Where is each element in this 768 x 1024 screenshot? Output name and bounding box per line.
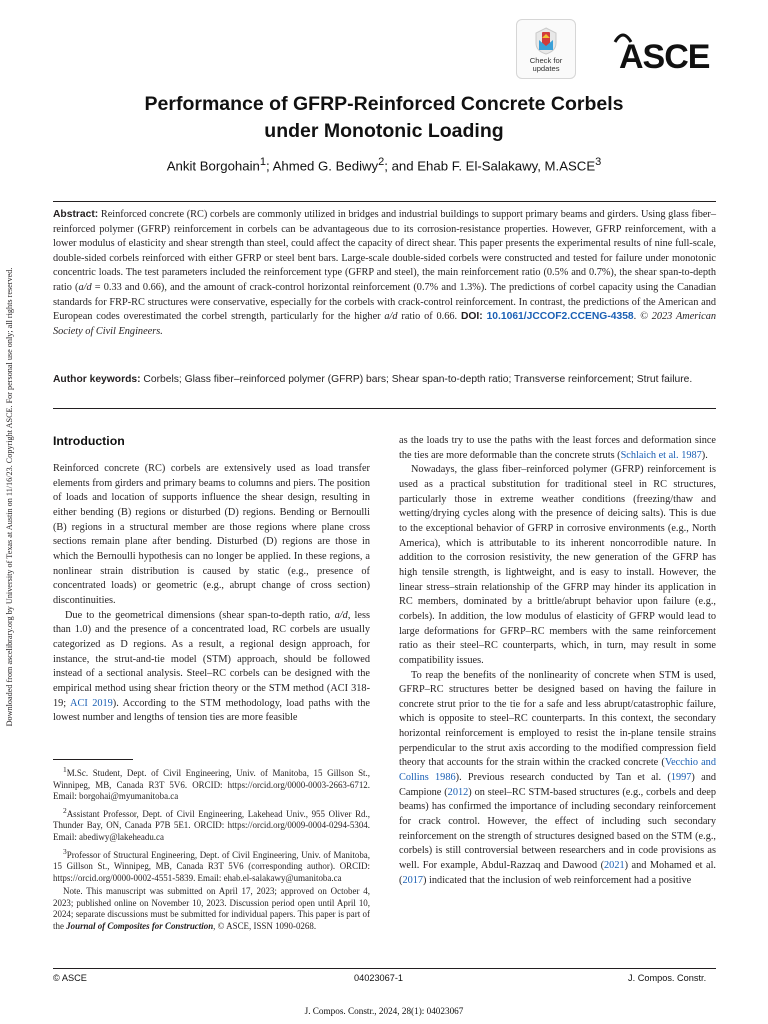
check-for-updates-badge[interactable] <box>516 19 576 79</box>
citation-mohamed-2017[interactable]: 2017 <box>402 874 424 886</box>
asce-logo <box>613 40 719 80</box>
footnotes <box>53 764 370 935</box>
citation-campione-2012[interactable]: 2012 <box>447 786 469 798</box>
right-p3-a: To reap the benefits of the nonlinearity of concrete when STM is used, GFRP–RC structures better be designed based on having the failure in concrete strut prior to the tie for a safe and less abrupt/catastrophic failure, which is opposite to steel–RC counterparts. In this context, the secondary horizontal reinforcement is employed to resist the in-plane tensile strains perpendicular to the strut axis according to the modified compression field theory that accounts for the strain within the cracked concrete ( <box>399 669 716 769</box>
author-1-affiliation: 1 <box>259 156 266 168</box>
footnote-2-text: Assistant Professor, Dept. of Civil Engineering, Lakehead Univ., 955 Oliver Rd., Thunder Bay, ON, Canada P7B 5E1. ORCID: https://orcid.org/0009-0004-0294-5304. Email: abediwy@lakeheadu.ca <box>53 808 370 842</box>
right-p3-f: ) indicated that the inclusion of web reinforcement had a positive <box>423 874 692 886</box>
abstract-copyright: © 2023 American Society of Civil Engineers. <box>53 311 717 337</box>
right-p3-e: ) and Mohamed et al. ( <box>399 860 717 886</box>
note-journal: Journal of Composites for Construction <box>66 921 214 932</box>
title-line-1: Performance of GFRP-Reinforced Concrete Corbels <box>144 93 624 115</box>
abstract-end: ratio of 0.66. <box>397 311 461 323</box>
note-text-a: Note. This manuscript was submitted on April 17, 2023; approved on October 4, 2023; published online on November 10, 2023. Discussion period open until April 10, 2024; separate discussions must be submitted for individual papers. This paper is part of the <box>53 886 370 932</box>
citation-schlaich-1987[interactable]: Schlaich et al. 1987 <box>620 449 702 461</box>
citation-aci-2019[interactable]: ACI 2019 <box>70 697 113 709</box>
keywords-text: Corbels; Glass fiber–reinforced polymer (GFRP) bars; Shear span-to-depth ratio; Transverse reinforcement; Strut failure. <box>140 374 693 385</box>
author-list <box>60 156 708 173</box>
footnote-3-mark: 3 <box>63 846 67 856</box>
footnote-1-text: M.Sc. Student, Dept. of Civil Engineering, Univ. of Manitoba, 15 Gillson St., Winnipeg, MB, Canada R3T 5V6. ORCID: https://orcid.org/0000-0003-2663-6712. Email: borgohai@myumanitoba.ca <box>53 767 370 802</box>
doi-link[interactable]: 10.1061/JCCOF2.CCENG-4358 <box>486 311 634 323</box>
abstract-mid: = 0.33 and 0.66), and the amount of crack-control horizontal reinforcement (0.7% and 1.3%). The predictions of corbel capacity using the Canadian standards for FRP-RC structures were conservative, especially for the corbels with crack-control reinforcement. In contrast, the predictions of the American and European codes overestimated the corbel strength, particularly for the higher <box>53 281 716 323</box>
abstract-ad-1: a/d <box>78 281 92 293</box>
right-p3-c: ) and Campione ( <box>399 772 716 798</box>
keywords-label: Author keywords: <box>53 374 141 385</box>
footnote-3 <box>53 846 370 885</box>
footnote-rule <box>53 759 133 760</box>
author-3: ; and Ehab F. El-Salakawy, M.ASCE <box>384 158 596 174</box>
right-p1-b: ). <box>701 449 708 461</box>
abstract: Abstract: Reinforced concrete (RC) corbels are commonly utilized in bridges and industrial buildings to support primary beams and girders. Using glass fiber–reinforced polymer (GFRP) reinforcement in corbels can be advantageous due to its corrosion-resistance properties. However, GFRP reinforcement, with a lower modulus of elasticity and shear strength than steel, could affect the capacity of direct shear. This paper presents the experimental results of nine full-scale, double-sided corbels reinforced with either GFRP or steel bent bars. Large-scale double-sided corbels were constructed and tested for failure under monotonic concentric loads. The test parameters included the reinforcement type (GFRP and steel), the main reinforcement ratio (0.5% and 0.7%), the shear span-to-depth ratio (a/d = 0.33 and 0.66), and the amount of crack-control horizontal reinforcement (0.7% and 1.3%). The predictions of corbel capacity using the Canadian standards for FRP-RC structures were conservative, especially for the corbels with crack-control reinforcement. In contrast, the predictions of the American and European codes overestimated the corbel strength, particularly for the higher a/d ratio of 0.66. DOI: 10.1061/JCCOF2.CCENG-4358. © 2023 American Society of Civil Engineers. <box>53 209 717 337</box>
right-p1-a: as the loads try to use the paths with the least forces and deformation since the ties are more deformable than the concrete struts ( <box>399 435 716 461</box>
author-3-affiliation: 3 <box>595 156 602 168</box>
left-column <box>53 462 370 726</box>
citation-abdul-razzaq-2021[interactable]: 2021 <box>604 860 625 872</box>
crossmark-icon <box>533 26 559 56</box>
right-column <box>399 434 716 888</box>
footer-journal: J. Compos. Constr. <box>628 973 707 983</box>
right-p3-d: ) on steel–RC STM-based structures (e.g., corbels and deep beams) has confirmed the importance of including secondary reinforcement for crack control. However, the effect of including such secondary reinforcement on the strength of structures designed based on the STM (e.g., corbels) is still controversial between researchers and in code provisions as well. For example, Abdul-Razzaq and Dawood ( <box>399 786 717 872</box>
abstract-top-rule <box>53 201 716 202</box>
badge-line-1: Check for <box>529 56 563 65</box>
abstract-bottom-rule <box>53 408 716 409</box>
doi-label: DOI: <box>460 311 483 323</box>
citation-vecchio-collins-1986[interactable]: Vecchio and Collins 1986 <box>399 757 716 784</box>
citation-tan-1997[interactable]: 1997 <box>670 772 692 784</box>
abstract-body: Reinforced concrete (RC) corbels are commonly utilized in bridges and industrial buildings to support primary beams and girders. Using glass fiber–reinforced polymer (GFRP) reinforcement in corbels can be advantageous due to its corrosion-resistance properties. However, GFRP reinforcement, with a lower modulus of elasticity and shear strength than steel, could affect the capacity of direct shear. This paper presents the experimental results of nine full-scale, double-sided corbels reinforced with either GFRP or steel bent bars. Large-scale double-sided corbels were constructed and tested for failure under monotonic concentric loads. The test parameters included the reinforcement type (GFRP and steel), the main reinforcement ratio (0.5% and 0.7%), the shear span-to-depth ratio ( <box>53 209 716 293</box>
author-1: Ankit Borgohain <box>166 158 260 174</box>
right-paragraph-1 <box>399 434 716 463</box>
asce-logo-text: ASCE <box>619 38 710 76</box>
abstract-ad-2: a/d <box>384 311 398 323</box>
right-paragraph-2: Nowadays, the glass fiber–reinforced polymer (GFRP) reinforcement is used as a practical substitution for traditional steel in RC structures, particularly those in extreme weather conditions (freezing/thaw and wetting/drying cycles along with the presence of deicing salts). This is due to the exceptional behavior of GFRP in corrosive environments (e.g., North America), which is attributable to its inherent noncorrodible nature. In addition to the corrosion resistivity, the new generation of the GFRP has high tensile strength, is lightweight, and is easy to install. However, the linear stress–strain relationship of the GFRP may hinder its application in RC members, dominated by a brittle/abrupt behavior upon failure (e.g., corbels). In addition, the low modulus of elasticity of GFRP would lead to large deformations for GFRP–RC members with the same reinforcement ratio as their steel–RC counterparts, which, in turn, may result in some compatibility issues. <box>399 464 716 666</box>
author-keywords <box>53 373 716 388</box>
badge-line-2: updates <box>532 64 560 73</box>
author-2: ; Ahmed G. Bediwy <box>265 158 379 174</box>
footer-rule <box>53 968 716 969</box>
download-notice: Downloaded from ascelibrary.org by University of Texas at Austin on 11/16/23. Copyright ASCE. For personal use only; all rights reserved. <box>5 267 14 727</box>
footer-copyright: © ASCE <box>53 973 87 983</box>
abstract-label: Abstract: <box>53 209 99 220</box>
right-paragraph-3 <box>399 669 716 889</box>
footnote-2 <box>53 805 370 844</box>
note-text-b: , © ASCE, ISSN 1090-0268. <box>213 921 317 932</box>
paper-title <box>60 91 708 145</box>
author-2-affiliation: 2 <box>378 156 385 168</box>
intro-paragraph-1: Reinforced concrete (RC) corbels are extensively used as load transfer elements from girders and primary beams to columns and piers. The position of loads and location of supports influence the shear design, resulting in either bending (B) regions or disturbed (D) regions. Bending or Bernoulli (B) regions in a structural member are those regions where plane cross sections remain plane after bending. Disturbed (D) regions are those in which the Bernoulli hypothesis can no longer be applied. In these regions, a nonlinear strain distribution is caused by static (e.g., presence of concentrated loads) or geometric (e.g., abrupt change of cross section) discontinuities. <box>53 463 370 606</box>
intro-p2-c: ). According to the STM methodology, load paths with the lowest number and lengths of tension ties are more feasible <box>53 697 370 724</box>
footnote-3-text: Professor of Structural Engineering, Dept. of Civil Engineering, Univ. of Manitoba, 15 Gillson St., Winnipeg, MB, Canada R3T 5V6 (corresponding author). ORCID: https://orcid.org/0000-0002-4551-5839. Email: ehab.el-salakawy@umanitoba.ca <box>53 849 370 883</box>
introduction-heading: Introduction <box>53 434 125 448</box>
intro-p2-b: , less than 1.0) and the presence of a concentrated load, RC corbels are usually categorized as D regions. As a result, a regional design approach, for instance, the strut-and-tie model (STM) approach, should be followed instead of a sectional analysis. Steel–RC corbels can be designed with the empirical method using shear friction theory or the STM method (ACI 318-19; <box>53 609 370 709</box>
footnote-1 <box>53 764 370 803</box>
intro-p2-ad: a/d <box>334 609 348 621</box>
submission-note <box>53 886 370 932</box>
intro-p2-a: Due to the geometrical dimensions (shear span-to-depth ratio, <box>65 609 335 621</box>
citation-line: J. Compos. Constr., 2024, 28(1): 04023067 <box>304 1006 464 1016</box>
intro-paragraph-2 <box>53 609 370 726</box>
right-p3-b: ). Previous research conducted by Tan et al. ( <box>455 772 671 784</box>
title-line-2: under Monotonic Loading <box>264 120 504 142</box>
footnote-2-mark: 2 <box>63 805 67 815</box>
footer-page-id: 04023067-1 <box>354 973 404 983</box>
footnote-1-mark: 1 <box>63 765 67 774</box>
